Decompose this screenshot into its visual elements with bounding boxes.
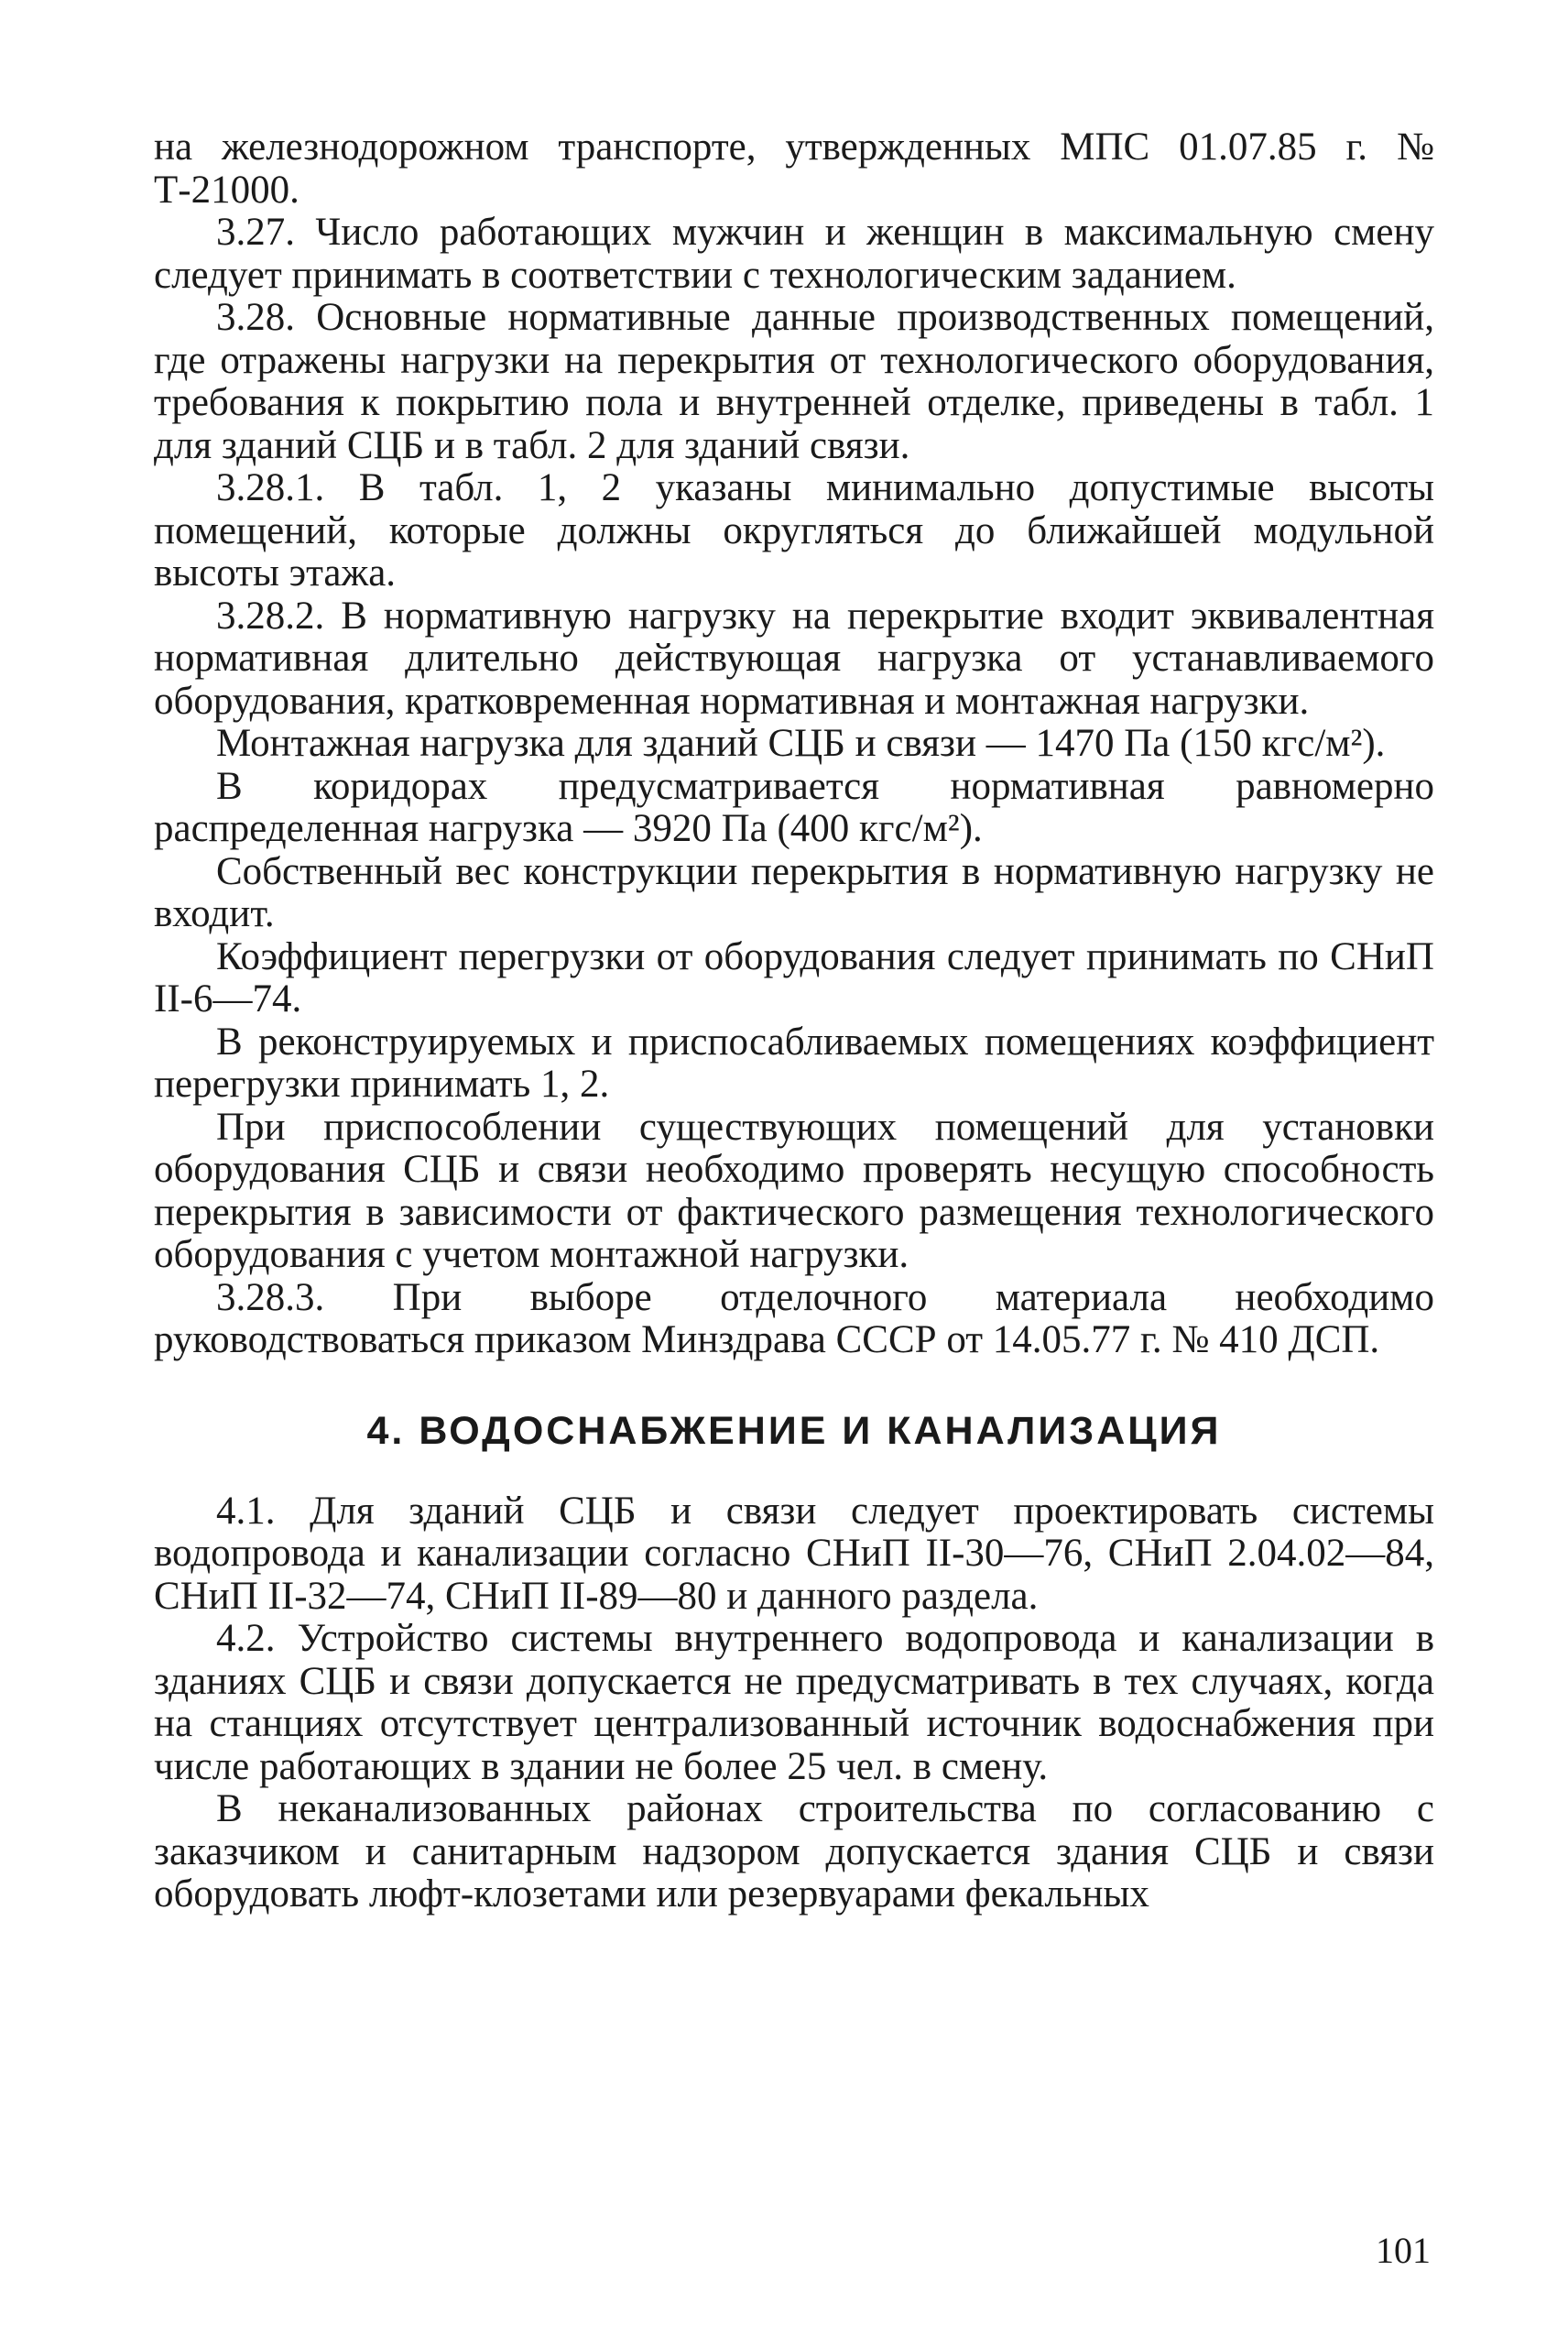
- paragraph-4-1: 4.1. Для зданий СЦБ и связи следует проектировать системы водопровода и канализации согласно СНиП II-30—76, СНиП 2.04.02—84, СНиП II-32—74, СНиП II-89—80 и данного раздела.: [154, 1489, 1434, 1618]
- paragraph-3-28-1: 3.28.1. В табл. 1, 2 указаны минимально допустимые высоты помещений, которые должны округляться до ближайшей модульной высоты этажа.: [154, 466, 1434, 595]
- paragraph-overload-coefficient: Коэффициент перегрузки от оборудования следует принимать по СНиП II-6—74.: [154, 934, 1434, 1021]
- paragraph-mounting-load: Монтажная нагрузка для зданий СЦБ и связи — 1470 Па (150 кгс/м²).: [216, 722, 1386, 765]
- paragraph-3-28: 3.28. Основные нормативные данные производственных помещений, где отражены нагрузки на перекрытия от технологического оборудования, требования к покрытию пола и внутренней отделке, приведены в табл. 1 для зданий СЦБ и в табл. 2 для зданий связи.: [154, 296, 1434, 467]
- paragraph-3-27: 3.27. Число работающих мужчин и женщин в максимальную смену следует принимать в соответствии с технологическим заданием.: [154, 211, 1434, 297]
- paragraph-continuation: на железнодорожном транспорте, утвержденных МПС 01.07.85 г. № Т-21000.: [154, 126, 1434, 212]
- paragraph-adaptation: При приспособлении существующих помещений для установки оборудования СЦБ и связи необходимо проверять несущую способность перекрытия в зависимости от фактического размещения технологического оборудования с учетом монтажной нагрузки.: [154, 1105, 1434, 1276]
- paragraph-unsewered-areas: В неканализованных районах строительства по согласованию с заказчиком и санитарным надзором допускается здания СЦБ и связи оборудовать люфт-клозетами или резервуарами фекальных: [154, 1787, 1434, 1916]
- document-page: [154, 126, 1434, 1916]
- paragraph-3-28-3: 3.28.3. При выборе отделочного материала необходимо руководствоваться приказом Минздрава СССР от 14.05.77 г. № 410 ДСП.: [154, 1275, 1434, 1361]
- paragraph-reconstructed-rooms: В реконструируемых и приспосабливаемых помещениях коэффициент перегрузки принимать 1, 2.: [154, 1020, 1434, 1106]
- paragraph-4-2: 4.2. Устройство системы внутреннего водопровода и канализации в зданиях СЦБ и связи допускается не предусматривать в тех случаях, когда на станциях отсутствует централизованный источник водоснабжения при числе работающих в здании не более 25 чел. в смену.: [154, 1617, 1434, 1788]
- paragraph-own-weight: Собственный вес конструкции перекрытия в нормативную нагрузку не входит.: [154, 849, 1434, 935]
- paragraph-3-28-2: 3.28.2. В нормативную нагрузку на перекрытие входит эквивалентная нормативная длительно действующая нагрузка от устанавливаемого оборудования, кратковременная нормативная и монтажная нагрузки.: [154, 594, 1434, 723]
- page-number: 101: [1376, 2230, 1431, 2271]
- section-heading: 4. ВОДОСНАБЖЕНИЕ И КАНАЛИЗАЦИЯ: [366, 1408, 1222, 1453]
- paragraph-corridor-load: В коридорах предусматривается нормативная равномерно распределенная нагрузка — 3920 Па (400 кгс/м²).: [154, 764, 1434, 850]
